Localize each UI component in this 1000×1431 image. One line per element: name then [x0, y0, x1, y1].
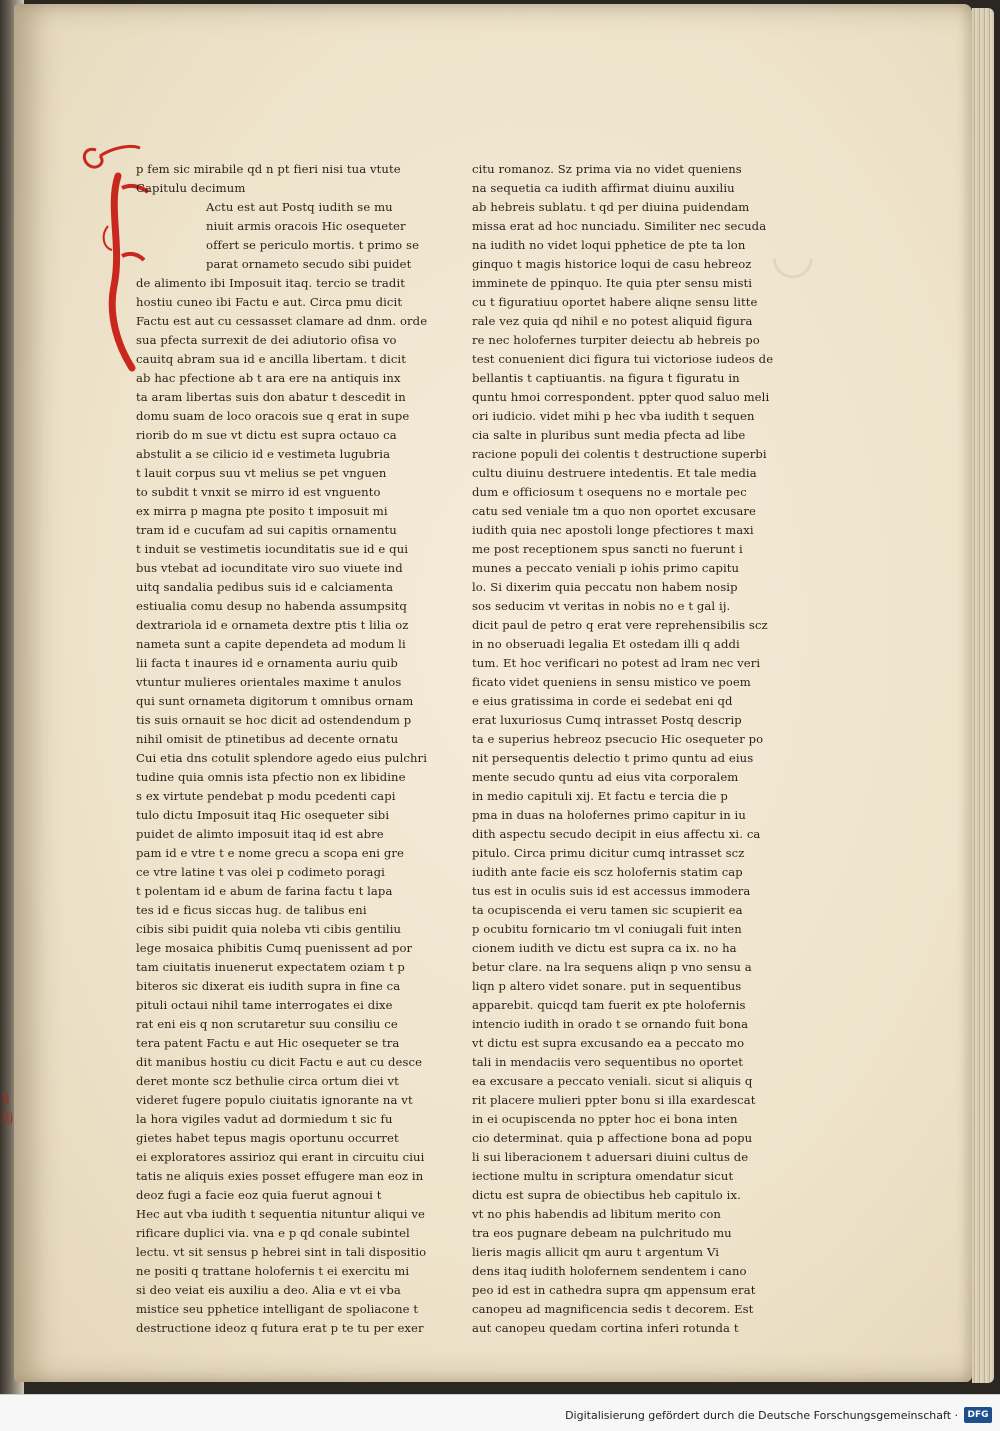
text-line: sua pfecta surrexit de dei adiutorio ofisa vo	[136, 333, 397, 347]
text-line: peo id est in cathedra supra qm appensum erat	[472, 1283, 756, 1297]
text-line: dens itaq iudith holofernem sendentem i cano	[472, 1264, 747, 1278]
text-line: estiualia comu desup no habenda assumpsitq	[136, 599, 407, 613]
text-line: ex mirra p magna pte posito t imposuit mi	[136, 504, 388, 518]
text-line: citu romanoz. Sz prima via no videt queniens	[472, 162, 742, 176]
text-line: tus est in oculis suis id est accessus immodera	[472, 884, 751, 898]
text-line: bus vtebat ad iocunditate viro suo viuete ind	[136, 561, 403, 575]
text-line: dextrariola id e ornameta dextre ptis t lilia oz	[136, 618, 409, 632]
text-line: t polentam id e abum de farina factu t lapa	[136, 884, 393, 898]
text-line: ta aram libertas suis don abatur t descedit in	[136, 390, 406, 404]
text-line: cultu diuinu destruere intedentis. Et tale media	[472, 466, 757, 480]
text-line: erat luxuriosus Cumq intrasset Postq descrip	[472, 713, 742, 727]
text-line: p ocubitu fornicario tm vl coniugali fuit inten	[472, 922, 742, 936]
text-line: iudith ante facie eis scz holofernis statim cap	[472, 865, 743, 879]
text-line: mente secudo quntu ad eius vita corporalem	[472, 770, 739, 784]
text-line: imminete de ppinquo. Ite quia pter sensu misti	[472, 276, 753, 290]
digitization-credit: Digitalisierung gefördert durch die Deutsche Forschungsgemeinschaft ·	[565, 1409, 958, 1422]
text-line: cio determinat. quia p affectione bona ad popu	[472, 1131, 753, 1145]
text-line: rat eni eis q non scrutaretur suu consiliu ce	[136, 1017, 398, 1031]
text-line: quntu hmoi correspondent. ppter quod saluo meli	[472, 390, 770, 404]
text-line: biteros sic dixerat eis iudith supra in fine ca	[136, 979, 401, 993]
text-line: Cui etia dns cotulit splendore agedo eius pulchri	[136, 751, 427, 765]
text-line: intencio iudith in orado t se ornando fuit bona	[472, 1017, 749, 1031]
text-line: liqn p altero videt sonare. put in sequentibus	[472, 979, 742, 993]
text-line: na sequetia ca iudith affirmat diuinu auxiliu	[472, 181, 735, 195]
text-line: cibis sibi puidit quia noleba vti cibis gentiliu	[136, 922, 402, 936]
text-line: betur clare. na lra sequens aliqn p vno sensu a	[472, 960, 752, 974]
text-line: dictu est supra de obiectibus heb capitulo ix.	[472, 1188, 741, 1202]
text-line: Factu est aut cu cessasset clamare ad dnm. orde	[136, 314, 428, 328]
text-line: dum e officiosum t osequens no e mortale pec	[472, 485, 747, 499]
text-line: ab hebreis sublatu. t qd per diuina puidendam	[472, 200, 750, 214]
text-line: niuit armis oracois Hic osequeter	[206, 219, 406, 233]
text-line: tam ciuitatis inuenerut expectatem oziam t p	[136, 960, 405, 974]
text-line: cia salte in pluribus sunt media pfecta ad libe	[472, 428, 746, 442]
text-line: pam id e vtre t e nome grecu a scopa eni gre	[136, 846, 405, 860]
text-line: in no obseruadi legalia Et ostedam illi q addi	[472, 637, 740, 651]
text-line: rale vez quia qd nihil e no potest aliquid figura	[472, 314, 753, 328]
text-line: hostiu cuneo ibi Factu e aut. Circa pmu dicit	[136, 295, 403, 309]
text-line: domu suam de loco oracois sue q erat in supe	[136, 409, 410, 423]
footer-strip	[0, 1394, 1000, 1431]
text-line: ce vtre latine t vas olei p codimeto poragi	[136, 865, 385, 879]
text-line: ginquo t magis historice loqui de casu hebreoz	[472, 257, 752, 271]
text-line: lege mosaica phibitis Cumq puenissent ad por	[136, 941, 413, 955]
text-line: re nec holofernes turpiter deiectu ab hebreis po	[472, 333, 760, 347]
text-line: pitulo. Circa primu dicitur cumq intrasset scz	[472, 846, 745, 860]
margin-mark: iij	[2, 1110, 14, 1124]
text-line: apparebit. quicqd tam fuerit ex pte holofernis	[472, 998, 746, 1012]
text-line: in medio capituli xij. Et factu e tercia die p	[472, 789, 728, 803]
text-line: ficato videt queniens in sensu mistico ve poem	[472, 675, 751, 689]
text-line: ta ocupiscenda ei veru tamen sic scupierit ea	[472, 903, 743, 917]
text-line: iudith quia nec apostoli longe pfectiores t maxi	[472, 523, 754, 537]
text-line: abstulit a se cilicio id e vestimeta lugubria	[136, 447, 391, 461]
text-line: s ex virtute pendebat p modu pcedenti capi	[136, 789, 396, 803]
text-line: t lauit corpus suu vt melius se pet vnguen	[136, 466, 387, 480]
text-line: ne positi q trattane holofernis t ei exercitu mi	[136, 1264, 410, 1278]
text-line: uitq sandalia pedibus suis id e calciamenta	[136, 580, 394, 594]
text-line: cionem iudith ve dictu est supra ca ix. no ha	[472, 941, 737, 955]
text-line: tram id e cucufam ad sui capitis ornamentu	[136, 523, 397, 537]
text-line: rificare duplici via. vna e p qd conale subintel	[136, 1226, 410, 1240]
text-line: ei exploratores assirioz qui erant in circuitu ciui	[136, 1150, 425, 1164]
text-line: pma in duas na holofernes primo capitur in iu	[472, 808, 746, 822]
text-line: mistice seu pphetice intelligant de spoliacone t	[136, 1302, 419, 1316]
text-line: qui sunt ornameta digitorum t omnibus ornam	[136, 694, 414, 708]
text-line: vtuntur mulieres orientales maxime t anulos	[136, 675, 402, 689]
text-line: ori iudicio. videt mihi p hec vba iudith t sequen	[472, 409, 755, 423]
text-line: deret monte scz bethulie circa ortum diei vt	[136, 1074, 399, 1088]
text-line: dicit paul de petro q erat vere reprehensibilis scz	[472, 618, 768, 632]
text-line: rit placere mulieri ppter bonu si illa exardescat	[472, 1093, 756, 1107]
text-line: to subdit t vnxit se mirro id est vnguento	[136, 485, 381, 499]
text-line: canopeu ad magnificencia sedis t decorem. Est	[472, 1302, 754, 1316]
text-line: iectione multu in scriptura omendatur sicut	[472, 1169, 734, 1183]
text-line: li sui liberacionem t aduersari diuini cultus de	[472, 1150, 749, 1164]
text-line: pituli octaui nihil tame interrogates ei dixe	[136, 998, 393, 1012]
text-line: Hec aut vba iudith t sequentia nituntur aliqui ve	[136, 1207, 425, 1221]
text-line: gietes habet tepus magis oportunu occurret	[136, 1131, 399, 1145]
text-line: aut canopeu quedam cortina inferi rotunda t	[472, 1321, 739, 1335]
text-line: lii facta t inaures id e ornamenta auriu quib	[136, 656, 398, 670]
text-line: tis suis ornauit se hoc dicit ad ostendendum p	[136, 713, 412, 727]
text-line: cu t figuratiuu oportet habere aliqne sensu litte	[472, 295, 758, 309]
page-edge-stack	[972, 8, 994, 1383]
text-line: tudine quia omnis ista pfectio non ex libidine	[136, 770, 406, 784]
text-line: catu sed veniale tm a quo non oportet excusare	[472, 504, 756, 518]
text-line: e eius gratissima in corde ei sedebat eni qd	[472, 694, 733, 708]
text-line: nihil omisit de ptinetibus ad decente ornatu	[136, 732, 399, 746]
text-line: de alimento ibi Imposuit itaq. tercio se tradit	[136, 276, 406, 290]
dfg-logo: DFG	[964, 1407, 992, 1423]
text-line: destructione ideoz q futura erat p te tu per exer	[136, 1321, 424, 1335]
text-line: deoz fugi a facie eoz quia fuerut agnoui t	[136, 1188, 382, 1202]
text-line: vt no phis habendis ad libitum merito con	[472, 1207, 721, 1221]
text-line: parat ornameto secudo sibi puidet	[206, 257, 412, 271]
text-line: test conuenient dici figura tui victoriose iudeos de	[472, 352, 774, 366]
text-line: lectu. vt sit sensus p hebrei sint in tali dispositio	[136, 1245, 427, 1259]
text-line: tulo dictu Imposuit itaq Hic osequeter sibi	[136, 808, 390, 822]
text-line: me post receptionem spus sancti no fuerunt i	[472, 542, 743, 556]
text-line: videret fugere populo ciuitatis ignorante na vt	[136, 1093, 413, 1107]
text-line: dith aspectu secudo decipit in eius affectu xi. ca	[472, 827, 761, 841]
text-line: tatis ne aliquis exies posset effugere man eoz in	[136, 1169, 424, 1183]
text-line: tra eos pugnare debeam na pulchritudo mu	[472, 1226, 732, 1240]
text-line: munes a peccato veniali p iohis primo capitu	[472, 561, 740, 575]
text-line: dit manibus hostiu cu dicit Factu e aut cu desce	[136, 1055, 423, 1069]
text-line: tes id e ficus siccas hug. de talibus eni	[136, 903, 367, 917]
text-line: vt dictu est supra excusando ea a peccato mo	[472, 1036, 745, 1050]
text-line: missa erat ad hoc nunciadu. Similiter nec secuda	[472, 219, 767, 233]
text-line: offert se periculo mortis. t primo se	[206, 238, 420, 252]
text-line: puidet de alimto imposuit itaq id est abre	[136, 827, 384, 841]
text-line: nameta sunt a capite dependeta ad modum li	[136, 637, 406, 651]
margin-mark: ij	[2, 1090, 10, 1104]
text-line: nit persequentis delectio t primo quntu ad eius	[472, 751, 754, 765]
text-line: la hora vigiles vadut ad dormiedum t sic fu	[136, 1112, 393, 1126]
text-line: lieris magis allicit qm auru t argentum Vi	[472, 1245, 720, 1259]
text-line: Capitulu decimum	[136, 181, 246, 195]
text-column-left	[136, 160, 436, 1338]
text-line: si deo veiat eis auxiliu a deo. Alia e vt ei vba	[136, 1283, 401, 1297]
text-line: ea excusare a peccato veniali. sicut si aliquis q	[472, 1074, 753, 1088]
text-line: na iudith no videt loqui pphetice de pte ta lon	[472, 238, 746, 252]
text-line: bellantis t captiuantis. na figura t figuratu in	[472, 371, 740, 385]
text-line: ab hac pfectione ab t ara ere na antiquis inx	[136, 371, 401, 385]
text-line: t induit se vestimetis iocunditatis sue id e qui	[136, 542, 409, 556]
text-line: tera patent Factu e aut Hic osequeter se tra	[136, 1036, 400, 1050]
text-line: cauitq abram sua id e ancilla libertam. t dicit	[136, 352, 406, 366]
text-column-right	[472, 160, 782, 1338]
text-line: in ei ocupiscenda no ppter hoc ei bona inten	[472, 1112, 738, 1126]
text-line: tali in mendaciis vero sequentibus no oportet	[472, 1055, 744, 1069]
text-line: racione populi dei colentis t destructione superbi	[472, 447, 767, 461]
bleed-through-mark: ◡	[770, 225, 816, 285]
text-line: sos seducim vt veritas in nobis no e t gal ij.	[472, 599, 731, 613]
text-line: p fem sic mirabile qd n pt fieri nisi tua vtute	[136, 162, 401, 176]
text-line: tum. Et hoc verificari no potest ad lram nec veri	[472, 656, 761, 670]
text-line: ta e superius hebreoz psecucio Hic osequeter po	[472, 732, 764, 746]
text-line: lo. Si dixerim quia peccatu non habem nosip	[472, 580, 738, 594]
text-line: riorib do m sue vt dictu est supra octauo ca	[136, 428, 397, 442]
text-line: Actu est aut Postq iudith se mu	[206, 200, 393, 214]
